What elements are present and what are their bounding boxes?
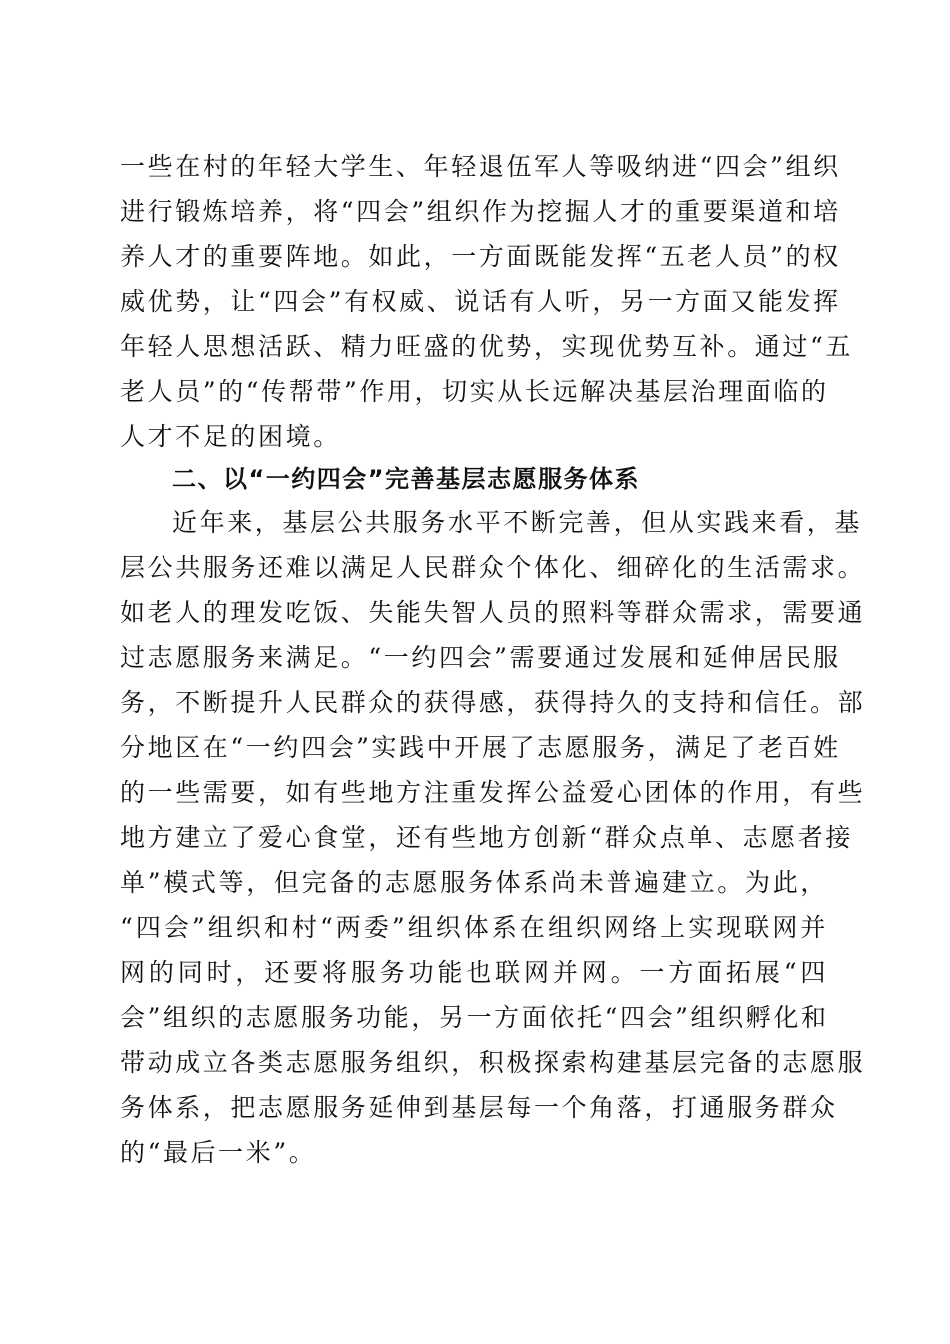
paragraph-line: 进行锻炼培养，将“四会”组织作为挖掘人才的重要渠道和培: [120, 197, 841, 226]
paragraph-line: 年轻人思想活跃、精力旺盛的优势，实现优势互补。通过“五: [120, 332, 853, 361]
paragraph-line: 人才不足的困境。: [120, 422, 341, 451]
paragraph-line: 地方建立了爱心食堂，还有些地方创新“群众点单、志愿者接: [120, 823, 853, 852]
paragraph-line: “四会”组织和村“两委”组织体系在组织网络上实现联网并: [120, 913, 828, 942]
paragraph-line: 网的同时，还要将服务功能也联网并网。一方面拓展“四: [120, 958, 828, 987]
paragraph-line: 如老人的理发吃饭、失能失智人员的照料等群众需求，需要通: [120, 598, 866, 627]
paragraph-line: 会”组织的志愿服务功能，另一方面依托“四会”组织孵化和: [120, 1003, 829, 1032]
section-heading: 二、以“一约四会”完善基层志愿服务体系: [172, 465, 641, 493]
paragraph-line: 一些在村的年轻大学生、年轻退伍军人等吸纳进“四会”组织: [120, 152, 841, 181]
paragraph-line: 务，不断提升人民群众的获得感，获得持久的支持和信任。部: [120, 688, 866, 717]
paragraph-line: 养人才的重要阵地。如此，一方面既能发挥“五老人员”的权: [120, 242, 841, 271]
paragraph-line: 分地区在“一约四会”实践中开展了志愿服务，满足了老百姓: [120, 733, 841, 762]
paragraph-line: 务体系，把志愿服务延伸到基层每一个角落，打通服务群众: [120, 1093, 838, 1122]
paragraph-line: 威优势，让“四会”有权威、说话有人听，另一方面又能发挥: [120, 287, 841, 316]
paragraph-line: 带动成立各类志愿服务组织，积极探索构建基层完备的志愿服: [120, 1048, 866, 1077]
paragraph-line: 过志愿服务来满足。“一约四会”需要通过发展和延伸居民服: [120, 643, 841, 672]
paragraph-line: 层公共服务还难以满足人民群众个体化、细碎化的生活需求。: [120, 553, 866, 582]
paragraph-line: 近年来，基层公共服务水平不断完善，但从实践来看，基: [172, 508, 863, 537]
paragraph-line: 单”模式等，但完备的志愿服务体系尚未普遍建立。为此，: [120, 868, 828, 897]
paragraph-line: 的“最后一米”。: [120, 1138, 317, 1167]
paragraph-line: 的一些需要，如有些地方注重发挥公益爱心团体的作用，有些: [120, 778, 866, 807]
paragraph-line: 老人员”的“传帮带”作用，切实从长远解决基层治理面临的: [120, 377, 829, 406]
